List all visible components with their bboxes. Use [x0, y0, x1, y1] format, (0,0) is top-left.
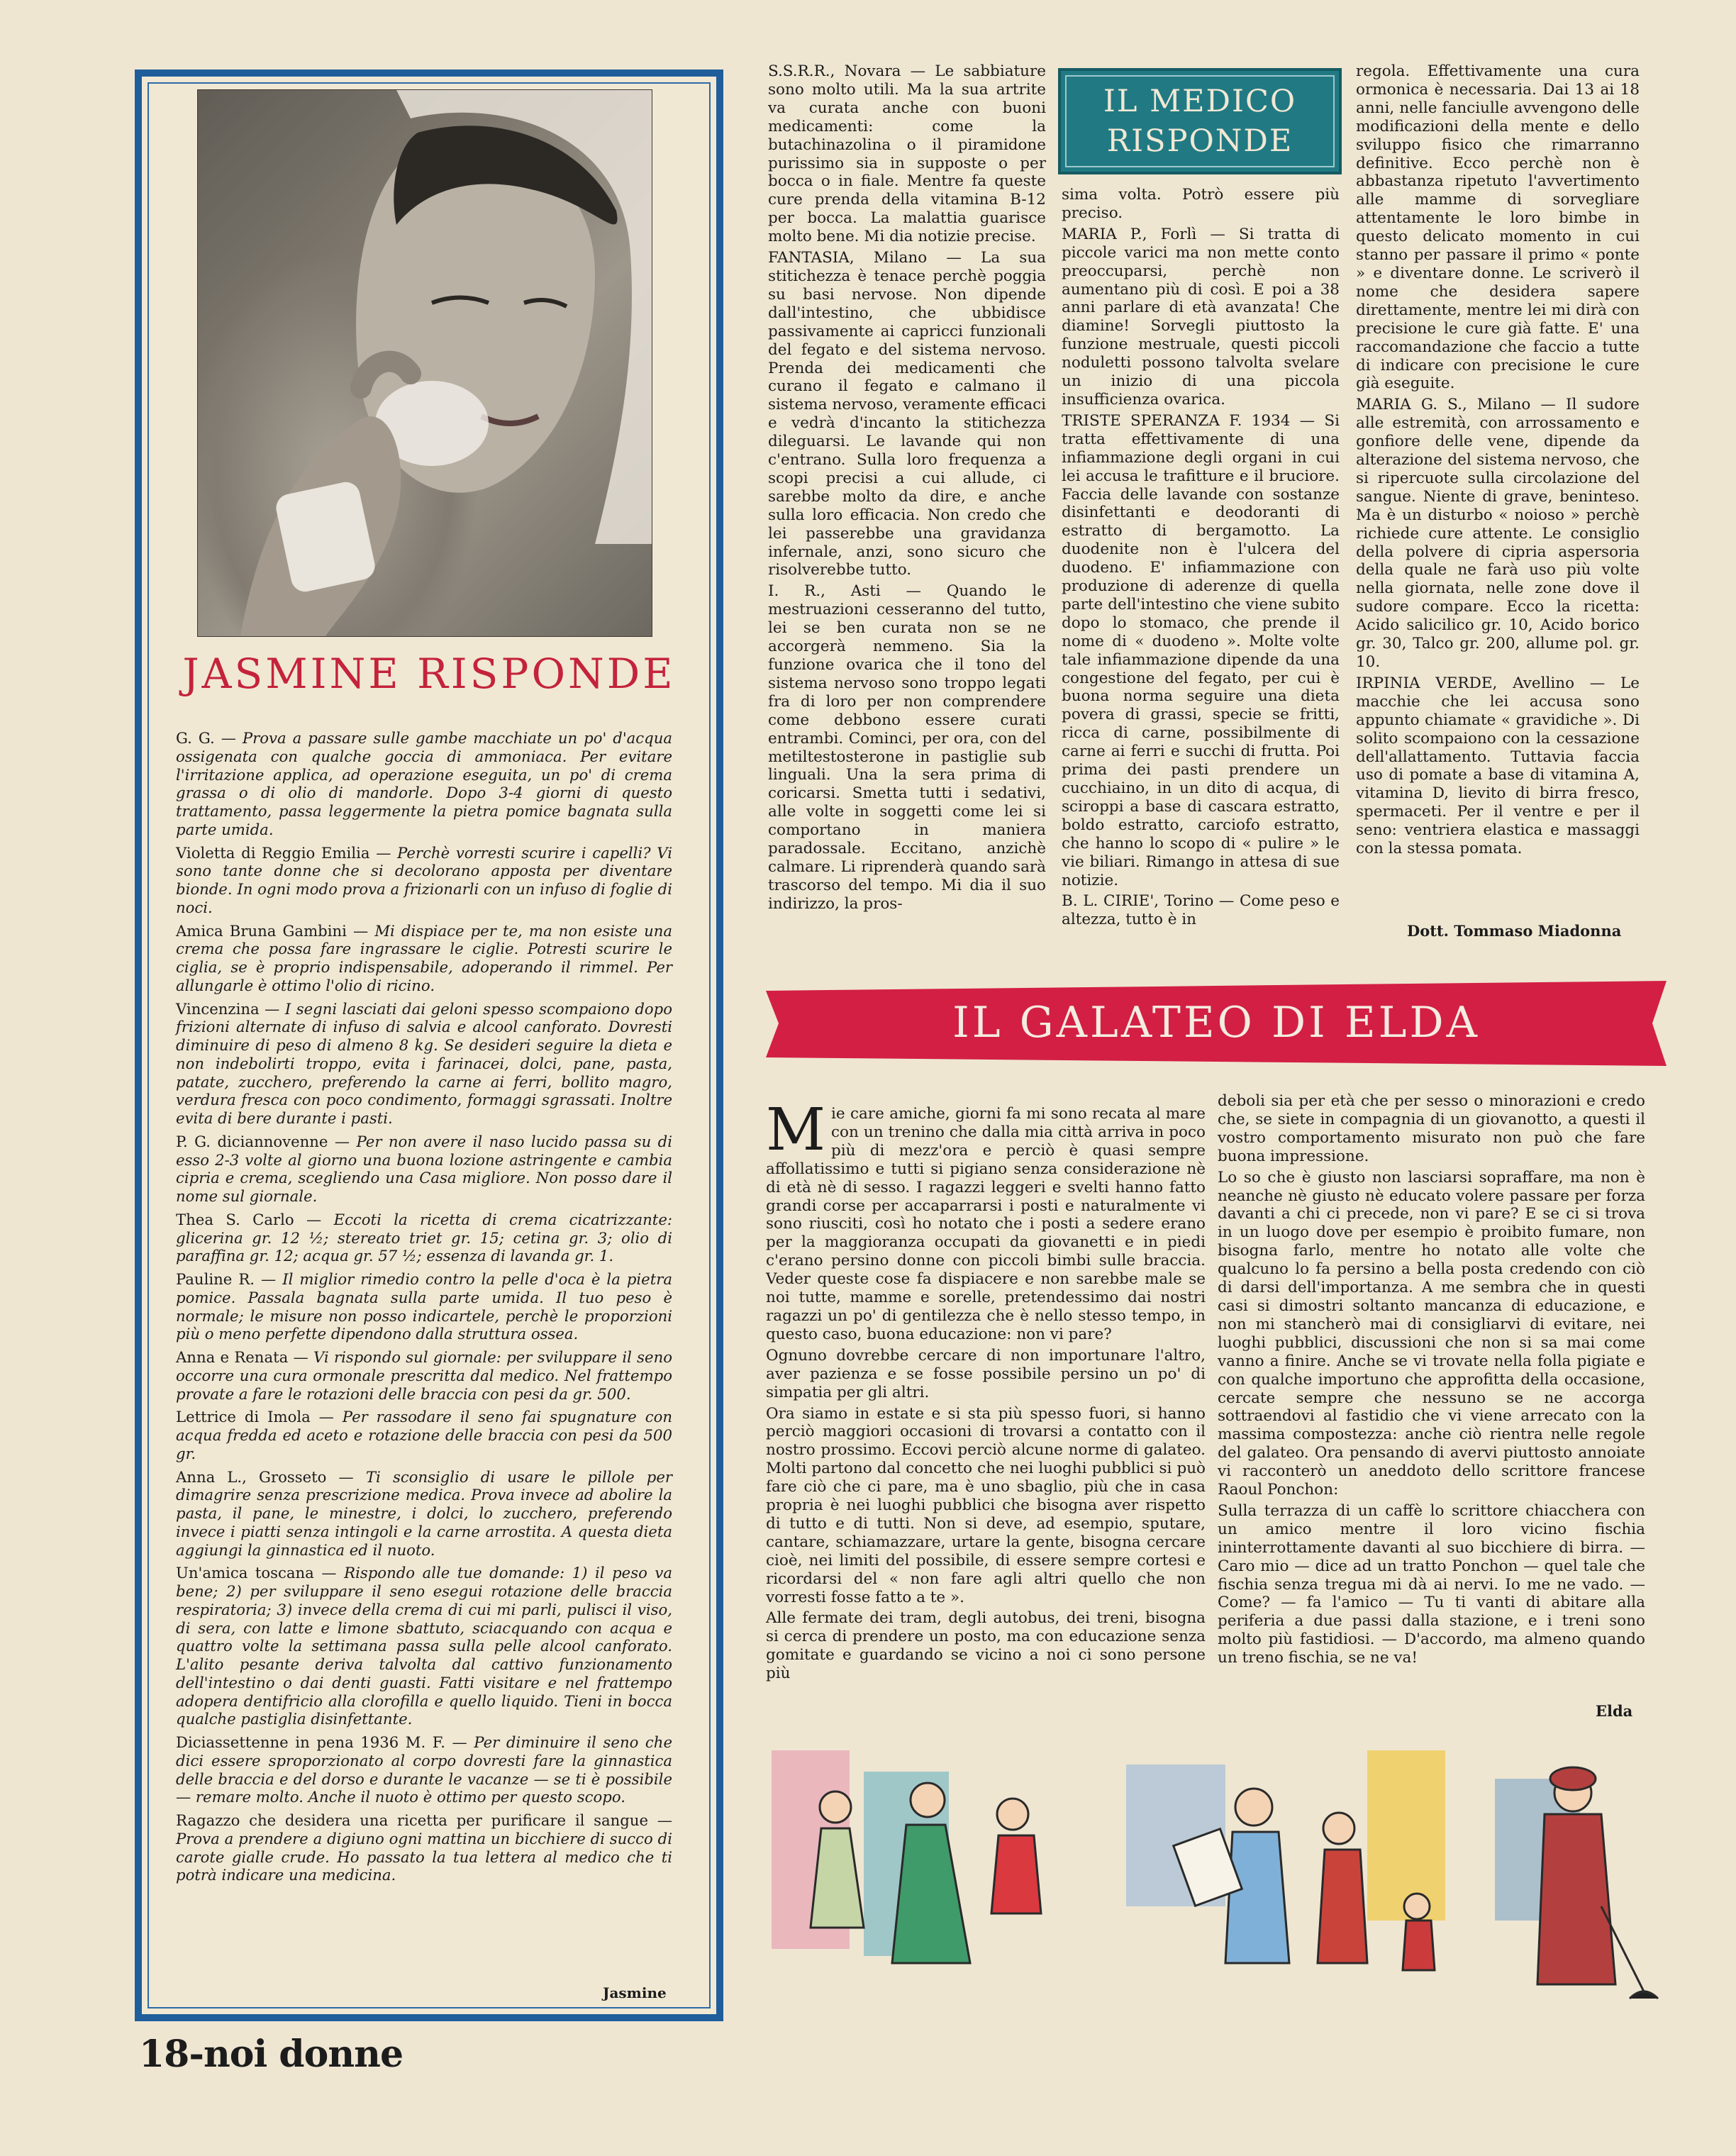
article-paragraph: B. L. CIRIE', Torino — Come peso e altezza, tutto è in — [1062, 892, 1340, 929]
article-paragraph: sima volta. Potrò essere più preciso. — [1062, 186, 1340, 222]
letter-reply: Prova a passare sulle gambe macchiate un po' d'acqua ossigenata con qualche goccia di ammoniaca. Per evitare l'irritazione applica, ad operazione eseguita, un po' di crema grassa o di olio di mandorle. Dopo 3-4 giorni di questo trattamento, passa leggermente la pietra pomice bagnata sulla parte umida. — [176, 729, 672, 838]
galateo-title: IL GALATEO DI ELDA — [952, 998, 1480, 1048]
letter-sender: Ragazzo che desidera una ricetta per purificare il sangue — — [176, 1811, 672, 1829]
letter-sender: Lettrice di Imola — — [176, 1408, 334, 1426]
article-paragraph: I. R., Asti — Quando le mestruazioni cesseranno del tutto, lei se ben curata non se ne accorgerà nemmeno. Sia la funzione ovarica che il tono del sistema nervoso sono troppo legati fra di loro per non comprendere come debbono essere curati entrambi. Cominci, per ora, con del metiltestosterone in pastiglie sub linguali. Una la sera prima di coricarsi. Smetta tutti i sedativi, alle volte in soggetti come lei si comportano in maniera paradossale. Eccitano, anzichè calmare. Li riprenderà quando sarà trascorso del tempo. Mi dia il suo indirizzo, la pros- — [768, 582, 1046, 913]
page-footer — [139, 2033, 403, 2076]
article-paragraph: IRPINIA VERDE, Avellino — Le macchie che lei accusa sono appunto chiamate « gravidiche ». Di solito scompaiono con la cessazione dell'allattamento. Tuttavia faccia uso di pomate a base di vitamina A, vitamina D, lievito di birra fresco, spermaceti. Per il ventre e per il seno: ventriera elastica e massaggi con la stessa pomata. — [1356, 674, 1640, 858]
jasmine-letter — [176, 1211, 672, 1265]
jasmine-signature: Jasmine — [603, 1984, 667, 2001]
letter-sender: Vincenzina — — [176, 999, 280, 1018]
jasmine-letter — [176, 1468, 672, 1560]
jasmine-letter — [176, 1270, 672, 1343]
letter-reply: Per rassodare il seno fai spugnature con acqua fredda ed aceto e rotazione delle braccia con pesi da 500 gr. — [176, 1408, 672, 1462]
jasmine-letter — [176, 1733, 672, 1806]
letter-reply: Il miglior rimedio contro la pelle d'oca è la pietra pomice. Passala bagnata sulla parte umida. Il tuo peso è normale; le misure non posso indicartele, perchè le proporzioni più o meno perfette dipendono dalla struttura ossea. — [176, 1270, 672, 1343]
medico-title-line2: RISPONDE — [1106, 123, 1293, 159]
letter-reply: Vi rispondo sul giornale: per sviluppare il seno occorre una cura ormonale prescritta dal medico. Nel frattempo provate a fare le rotazioni delle braccia con pesi da gr. 500. — [176, 1348, 672, 1403]
jasmine-letters — [176, 729, 672, 1889]
letter-sender: G. G. — — [176, 729, 236, 747]
jasmine-letter — [176, 844, 672, 917]
jasmine-letter — [176, 1811, 672, 1884]
medico-column-3 — [1356, 62, 1640, 858]
letter-reply: Perchè vorresti scurire i capelli? Vi sono tante donne che si decolorano apposta per diventare bionde. In ogni modo prova a frizionarli con un infuso di foglie di noci. — [176, 843, 672, 916]
il-medico-risponde-title-box — [1058, 68, 1342, 174]
letter-sender: Violetta di Reggio Emilia — — [176, 843, 391, 862]
jasmine-letter — [176, 1133, 672, 1206]
jasmine-column-box — [135, 70, 723, 2021]
galateo-banner — [766, 981, 1667, 1066]
article-paragraph: deboli sia per età che per sesso o minorazioni e credo che, se siete in compagnia di un giovanotto, a questi il vostro comportamento misurato non può che fare buona impressione. — [1218, 1092, 1645, 1165]
jasmine-letter — [176, 1564, 672, 1728]
jasmine-letter — [176, 922, 672, 995]
jasmine-letter — [176, 1408, 672, 1462]
letter-sender: Anna e Renata — — [176, 1348, 308, 1366]
letter-sender: P. G. diciannovenne — — [176, 1132, 350, 1150]
article-paragraph: Sulla terrazza di un caffè lo scrittore chiacchera con un amico mentre il loro vicino fischia ininterrottamente davanti al suo bicchiere di birra. — Caro mio — dice ad un tratto Ponchon — quel tale che fischia senza tregua mi dà ai nervi. Io me ne vado. — Come? — fa l'amico — Tu ti vanti di abitare alla periferia a due passi dalla stazione, e i treni sono molto più fastidiosi. — D'accordo, ma almeno quando un treno fischia, se ne va! — [1218, 1501, 1645, 1667]
galateo-column-1 — [766, 1096, 1206, 1683]
article-paragraph: S.S.R.R., Novara — Le sabbiature sono molto utili. Ma la sua artrite va curata anche con buoni medicamenti: come la butachinazolina o il piramidone purissimo sia in supposte o per bocca o in fiale. Mentre fa queste cure prenda della vitamina B-12 per bocca. La malattia guarisce molto bene. Mi dia notizie precise. — [768, 62, 1046, 246]
article-paragraph: FANTASIA, Milano — La sua stitichezza è tenace perchè poggia su basi nervose. Non dipende dall'intestino, che ubbidisce passivamente ai capricci funzionali del fegato e del sistema nervoso. Prenda dei medicamenti che curano il fegato e calmano il sistema nervoso, veramente efficaci e vedrà d'incanto la stitichezza dileguarsi. Le lavande qui non c'entrano. Sulla loro frequenza a scopi precisi a cui allude, ci sarebbe molto da dire, e anche sulla loro efficacia. Non credo che lei passerebbe una gravidanza infernale, anzi, sono sicuro che risolverebbe tutto. — [768, 249, 1046, 579]
galateo-signature: Elda — [1596, 1702, 1633, 1720]
letter-sender: Thea S. Carlo — — [176, 1210, 322, 1228]
letter-sender: Anna L., Grosseto — — [176, 1467, 354, 1486]
jasmine-letter — [176, 1000, 672, 1128]
medico-column-1 — [768, 62, 1046, 913]
photo-illustration — [198, 90, 652, 636]
medico-column-2 — [1062, 186, 1340, 929]
article-paragraph: TRISTE SPERANZA F. 1934 — Si tratta effettivamente di una infiammazione degli organi in cui lei accusa le trafitture e il bruciore. Faccia delle lavande con sostanze disinfettanti e deodoranti di estratto di bergamotto. La duodenite non è l'ulcera del duodeno. E' infiammazione con produzione di aderenze di quella parte dell'intestino che viene subito dopo lo stomaco, che prende il nome di « duodeno ». Molte volte tale infiammazione dipende da una congestione del fegato, per cui è buona norma seguire una dieta povera di grassi, specie se fritti, ricca di carne, possibilmente di carne ai ferri e succhi di frutta. Poi prima dei pasti prendere un cucchiaino, in un dito di acqua, di sciroppi a base di cascara estratto, boldo estratto, carciofo estratto, che hanno lo scopo di « pulire » le vie biliari. Rimango in attesa di sue notizie. — [1062, 411, 1340, 889]
jasmine-letter — [176, 729, 672, 839]
letter-sender: Un'amica toscana — — [176, 1564, 337, 1582]
paragraph-text: Alle fermate dei tram, degli autobus, dei treni, bisogna si cerca di prendere un posto, ma con educazione senza gomitate e guardando se vicino a noi ci sono persone più — [766, 1609, 1206, 1683]
letter-sender: Diciassettenne in pena 1936 M. F. — — [176, 1733, 467, 1751]
letter-sender: Pauline R. — — [176, 1270, 277, 1288]
paragraph-text: ie care amiche, giorni fa mi sono recata al mare con un trenino che dalla mia città arriva in poco più di mezz'ora e perciò è quasi sempre affollatissimo e tutti si pigiano senza considerazione nè di età nè di sesso. I ragazzi leggeri e svelti hanno fatto grandi corse per accaparrarsi i posti e naturalmente vi sono riusciti, così ho notato che i posti a sedere erano per la maggioranza occupati da giovanetti e in piedi c'erano persino donne con piccoli bimbi sulle braccia. Veder queste cose fa dispiacere e non sarebbe male se noi tutte, mamme e sorelle, pretendessimo dai nostri ragazzi un po' di gentilezza che è nello stesso tempo, in questo caso, buona educazione: non vi pare? — [766, 1105, 1206, 1343]
paragraph-text: Ognuno dovrebbe cercare di non importunare l'altro, aver pazienza e se fosse possibile persino un po' di simpatia per gli altri. — [766, 1346, 1206, 1401]
article-paragraph: Lo so che è giusto non lasciarsi sopraffare, ma non è neanche nè giusto nè educato volere passare per forza davanti a chi ci precede, non vi pare? E se ci si trova in un luogo dove per esempio è proibito fumare, non bisogna farlo, mentre ho notato alle volte che qualcuno lo fa persino a bella posta credendo con ciò di darsi dell'importanza. A me sembra che in questi casi si dimostri soltanto mancanza di educazione, e non mi stancherò mai di consigliarvi di evitare, nei luoghi pubblici, discussioni che non si sa mai come vanno a finire. Anche se vi trovate nella folla pigiate e con qualche importuno che approfitta della occasione, cercate sempre che nessuno se ne accorga sottraendovi al fastidio che vi viene arrecato con la massima compostezza: anche ciò rientra nelle regole del galateo. Ora pensando di avervi piuttosto annoiate vi racconterò un aneddoto dello scrittore francese Raoul Ponchon: — [1218, 1168, 1645, 1499]
article-paragraph: MARIA P., Forlì — Si tratta di piccole varici ma non mette conto preoccuparsi, perchè non aumentano più di così. E poi a 38 anni parlare di età avanzata! Che diamine! Sorvegli piuttosto la funzione mestruale, questi piccoli noduletti possono talvolta svelare un inizio di una piccola insufficienza ovarica. — [1062, 225, 1340, 409]
article-paragraph — [766, 1347, 1206, 1402]
article-paragraph: MARIA G. S., Milano — Il sudore alle estremità, con arrossamento e gonfiore delle vene, dipende da alterazione del sistema nervoso, che si ripercuote sulla circolazione del sangue. Niente di grave, beninteso. Ma è un disturbo « noioso » perchè richiede cure attente. Le consiglio della polvere di cipria aspersoria della quale ne farà uso più volte nella giornata, nelle zone dove il sudore compare. Ecco la ricetta: Acido salicilico gr. 10, Acido borico gr. 30, Talco gr. 200, allume pol. gr. 10. — [1356, 396, 1640, 671]
letter-reply: I segni lasciati dai geloni spesso scompaiono dopo frizioni alternate di infuso di salvia e alcool canforato. Dovresti diminuire di peso di almeno 8 kg. Se desideri seguire la dieta e non indebolirti troppo, evita i farinacei, dolci, pane, pasta, patate, zucchero, preferendo la carne ai ferri, bollito magro, verdura fresca con poco condimento, formaggi sgrassati. Inoltre evita di bere durante i pasti. — [176, 999, 672, 1127]
jasmine-risponde-title: JASMINE RISPONDE — [182, 650, 676, 698]
article-paragraph — [766, 1405, 1206, 1607]
letter-reply: Mi dispiace per te, ma non esiste una crema che possa fare ingrassare le ciglie. Potresti scurire le ciglia, se è proprio indispensabile, adoperando il rimmel. Per allungarle è ottimo l'olio di ricino. — [176, 921, 672, 994]
letter-reply: Prova a prendere a digiuno ogni mattina un bicchiere di succo di carote gialle crude. Ho passato la tua lettera al medico che ti potrà indicare una medicina. — [176, 1829, 672, 1884]
woman-applying-cream-photo — [197, 89, 652, 637]
street-crowd-cartoon — [757, 1729, 1679, 2027]
medico-signature: Dott. Tommaso Miadonna — [1407, 922, 1622, 940]
medico-title-line1: IL MEDICO — [1103, 84, 1297, 119]
article-paragraph: regola. Effettivamente una cura ormonica è necessaria. Dai 13 ai 18 anni, nelle fanciulle avvengono delle modificazioni della mente e dello sviluppo fisico che rimarranno definitive. Ecco perchè non è abbastanza ripetuto l'avvertimento alle mamme di sorvegliare attentamente le loro bimbe in questo delicato momento in cui stanno per passare il primo « ponte » e diventare donne. Le scriverò il nome che desidera sapere direttamente, mentre lei mi dirà con precisione le cure già fatte. E' una raccomandazione che faccio a tutte di indicare con precisione le cure già eseguite. — [1356, 62, 1640, 393]
letter-sender: Amica Bruna Gambini — — [176, 921, 369, 940]
letter-reply: Eccoti la ricetta di crema cicatrizzante: glicerina gr. 12 ½; stereato triet gr. 15; cetina gr. 3; olio di paraffina gr. 12; acqua gr. 57 ½; essenza di lavanda gr. 1. — [176, 1210, 672, 1265]
galateo-column-2 — [1218, 1092, 1645, 1667]
letter-reply: Ti sconsiglio di usare le pillole per dimagrire senza prescrizione medica. Prova invece ad abolire la pasta, il pane, le minestre, i dolci, lo zucchero, preferendo invece i piatti senza intingoli e la carne arrostita. A questa dieta aggiungi la ginnastica ed il nuoto. — [176, 1467, 672, 1559]
letter-reply: Per diminuire il seno che dici essere sproporzionato al corpo dovresti fare la ginnastica delle braccia e del dorso e durante le vacanze — se ti è possibile — remare molto. Anche il nuoto è ottimo per questo scopo. — [176, 1733, 672, 1806]
jasmine-letter — [176, 1348, 672, 1403]
paragraph-text: Ora siamo in estate e si sta più spesso fuori, si hanno perciò maggiori occasioni di trovarsi a contatto con il nostro prossimo. Eccovi perciò alcune norme di galateo. Molti partono dal concetto che nei luoghi pubblici si può fare ciò che ci pare, ma è uno sbaglio, più che in casa propria è nei luoghi pubblici che bisogna aver rispetto di tutto e di tutti. Non si deve, ad esempio, sputare, cantare, schiamazzare, urtare la gente, bisogna cercare cioè, nei limiti del possibile, di essere sempre cortesi e ricordarsi del « non fare agli altri quello che non vorresti fosse fatto a te ». — [766, 1404, 1206, 1606]
letter-reply: Rispondo alle tue domande: 1) il peso va bene; 2) per sviluppare il seno esegui rotazione delle braccia respiratoria; 3) invece della crema di cui mi parli, pulisci il viso, di sera, con latte e limone sbattuto, sciacquando con acqua e quattro volte la settimana passa sulla pelle alcool canforato. L'alito pesante deriva talvolta dal cattivo funzionamento dell'intestino o dai denti guasti. Fatti visitare e nel frattempo adopera dentifricio alla clorofilla e quello liquido. Tieni in bocca qualche pastiglia disinfettante. — [176, 1564, 672, 1728]
article-paragraph — [766, 1096, 1206, 1344]
letter-reply: Per non avere il naso lucido passa su di esso 2-3 volte al giorno una buona lozione astringente e cambia cipria e crema, scegliendo una Casa migliore. Non posso dare il nome sul giornale. — [176, 1132, 672, 1205]
page-number: 18 — [139, 2033, 189, 2076]
cartoon-illustration — [757, 1729, 1679, 2027]
magazine-name: -noi donne — [189, 2033, 404, 2076]
galateo-dropcap: M — [766, 1096, 825, 1164]
article-paragraph — [766, 1609, 1206, 1683]
